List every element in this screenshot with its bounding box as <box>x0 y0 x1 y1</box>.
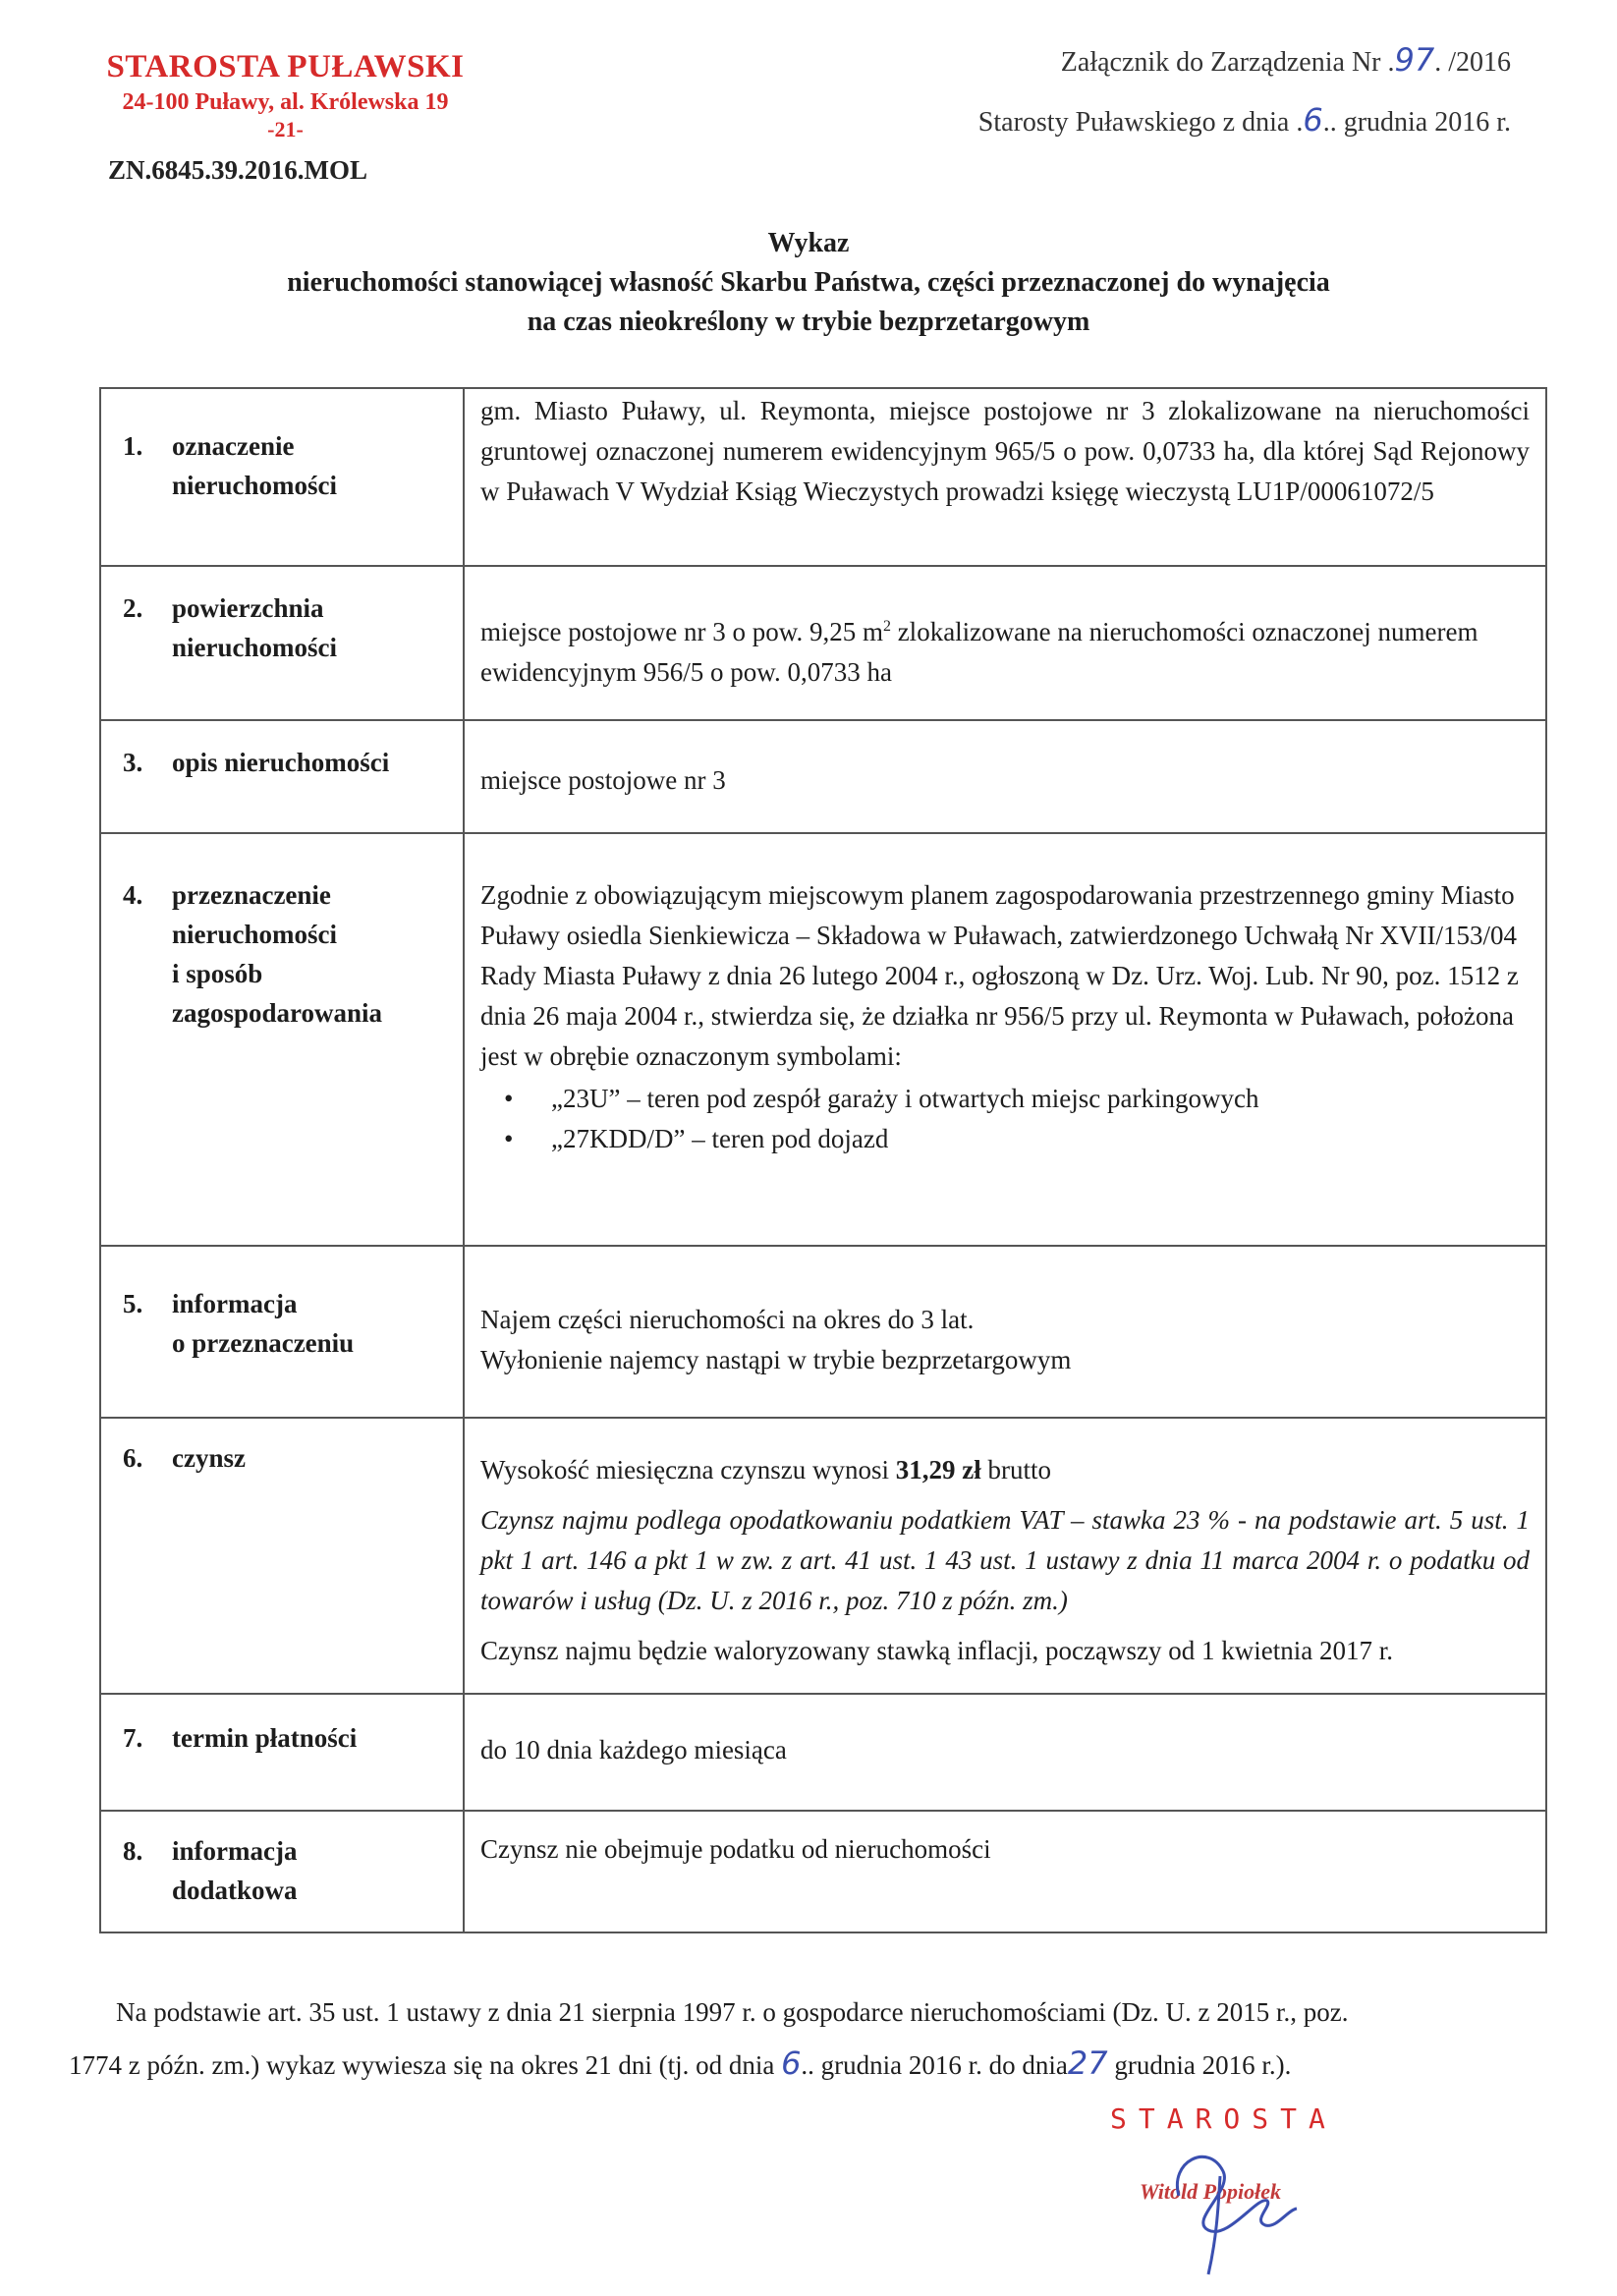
list-item: • „23U” – teren pod zespół garaży i otwartych miejsc parkingowych <box>551 1079 1530 1119</box>
reference-number: ZN.6845.39.2016.MOL <box>108 155 368 185</box>
document-title <box>0 224 1617 342</box>
row-label: 6. czynsz <box>101 1419 465 1693</box>
table-row <box>99 834 1547 1247</box>
legal-basis: Na podstawie art. 35 ust. 1 ustawy z dnia 21 sierpnia 1997 r. o gospodarce nieruchomościami (Dz. U. z 2015 r., poz. 1774 z późn. zm.) wykaz wywiesza się na okres 21 dni (tj. od dnia 6.. grudnia 2016 r. do dnia27 grudnia 2016 r.). <box>69 1997 1349 2082</box>
row-value: Czynsz nie obejmuje podatku od nieruchomości <box>480 1834 991 1864</box>
handwritten-signature <box>1149 2102 1316 2279</box>
row-value: do 10 dnia każdego miesiąca <box>480 1735 787 1764</box>
table-row <box>99 1812 1547 1933</box>
table-row <box>99 1695 1547 1812</box>
table-row <box>99 1419 1547 1695</box>
title-line-1: Wykaz <box>767 228 850 258</box>
title-line-3: na czas nieokreślony w trybie bezprzetargowym <box>527 307 1090 337</box>
table-row <box>99 721 1547 834</box>
row-value: gm. Miasto Puławy, ul. Reymonta, miejsce postojowe nr 3 zlokalizowane na nieruchomości gruntowej oznaczonej numerem ewidencyjnym 965/5 o pow. 0,0733 ha, dla której Sąd Rejonowy w Puławach V Wydział Ksiąg Wieczystych prowadzi księgę wieczystą LU1P/00061072/5 <box>480 396 1530 506</box>
vat-note: Czynsz najmu podlega opodatkowaniu podatkiem VAT – stawka 23 % - na podstawie art. 5 ust. 1 pkt 1 art. 146 a pkt 1 w zw. z art. 41 ust. 1 43 ust. 1 ustawy z dnia 11 marca 2004 r. o podatku od towarów i usług (Dz. U. z 2016 r., poz. 710 z późn. zm.) <box>480 1505 1530 1615</box>
property-table <box>99 387 1547 1933</box>
signature-name: Witold Popiołek <box>1140 2179 1282 2204</box>
stamp-address: 24-100 Puławy, al. Królewska 19 <box>122 89 449 115</box>
row-value: miejsce postojowe nr 3 o pow. 9,25 $m^2$ zlokalizowane na nieruchomości oznaczonej numerem ewidencyjnym 956/5 o pow. 0,0733 ha <box>480 617 1478 687</box>
table-row <box>99 387 1547 567</box>
list-item: • „27KDD/D” – teren pod dojazd <box>551 1119 1530 1159</box>
row-label: 1. oznaczenie nieruchomości <box>101 389 465 565</box>
row-label: 2. powierzchnia nieruchomości <box>101 567 465 719</box>
office-stamp <box>106 49 465 142</box>
handwritten-number: 97 <box>1394 41 1435 79</box>
handwritten-end-day: 27 <box>1067 2044 1108 2082</box>
row-label: 4. przeznaczenie nieruchomości i sposób zagospodarowania <box>101 834 465 1245</box>
indexation-note: Czynsz najmu będzie waloryzowany stawką inflacji, począwszy od 1 kwietnia 2017 r. <box>480 1636 1393 1665</box>
symbol-list <box>480 1079 1530 1159</box>
rent-amount: Wysokość miesięczna czynszu wynosi 31,29 zł brutto <box>480 1455 1052 1484</box>
row-value: Zgodnie z obowiązującym miejscowym planem zagospodarowania przestrzennego gminy Miasto Puławy osiedla Sienkiewicza – Składowa w Puławach, zatwierdzonego Uchwałą Nr XVII/153/04 Rady Miasta Puławy z dnia 26 lutego 2004 r., ogłoszoną w Dz. Urz. Woj. Lub. Nr 90, poz. 1512 z dnia 26 maja 2004 r., stwierdza się, że działka nr 956/5 przy ul. Reymonta w Puławach, położona jest w obrębie oznaczonym symbolami: • „23U” – teren pod zespół garaży i otwartych miejsc parkingowych • „27KDD/D” – teren pod dojazd <box>465 834 1545 1245</box>
row-label: 5. informacja o przeznaczeniu <box>101 1247 465 1417</box>
signature-title: STAROSTA <box>1110 2102 1337 2135</box>
row-value: miejsce postojowe nr 3 <box>480 765 726 795</box>
handwritten-start-day: 6 <box>781 2044 802 2082</box>
table-row <box>99 567 1547 721</box>
row-label: 3. opis nieruchomości <box>101 721 465 832</box>
stamp-office: STAROSTA PUŁAWSKI <box>106 49 465 84</box>
row-value: Najem części nieruchomości na okres do 3 lat. Wyłonienie najemcy nastąpi w trybie bezprzetargowym <box>480 1305 1072 1374</box>
table-row <box>99 1247 1547 1419</box>
attachment-line-1: Załącznik do Zarządzenia Nr .97. /2016 <box>1060 41 1511 79</box>
row-label: 7. termin płatności <box>101 1695 465 1810</box>
title-line-2: nieruchomości stanowiącej własność Skarbu Państwa, części przeznaczonej do wynajęcia <box>287 267 1330 298</box>
attachment-line-2: Starosty Puławskiego z dnia .6.. grudnia 2016 r. <box>977 101 1511 139</box>
attachment-header <box>978 31 1511 151</box>
row-label: 8. informacja dodatkowa <box>101 1812 465 1932</box>
stamp-room: -21- <box>267 117 304 141</box>
row-value <box>465 1419 1545 1693</box>
handwritten-day: 6 <box>1303 101 1323 139</box>
